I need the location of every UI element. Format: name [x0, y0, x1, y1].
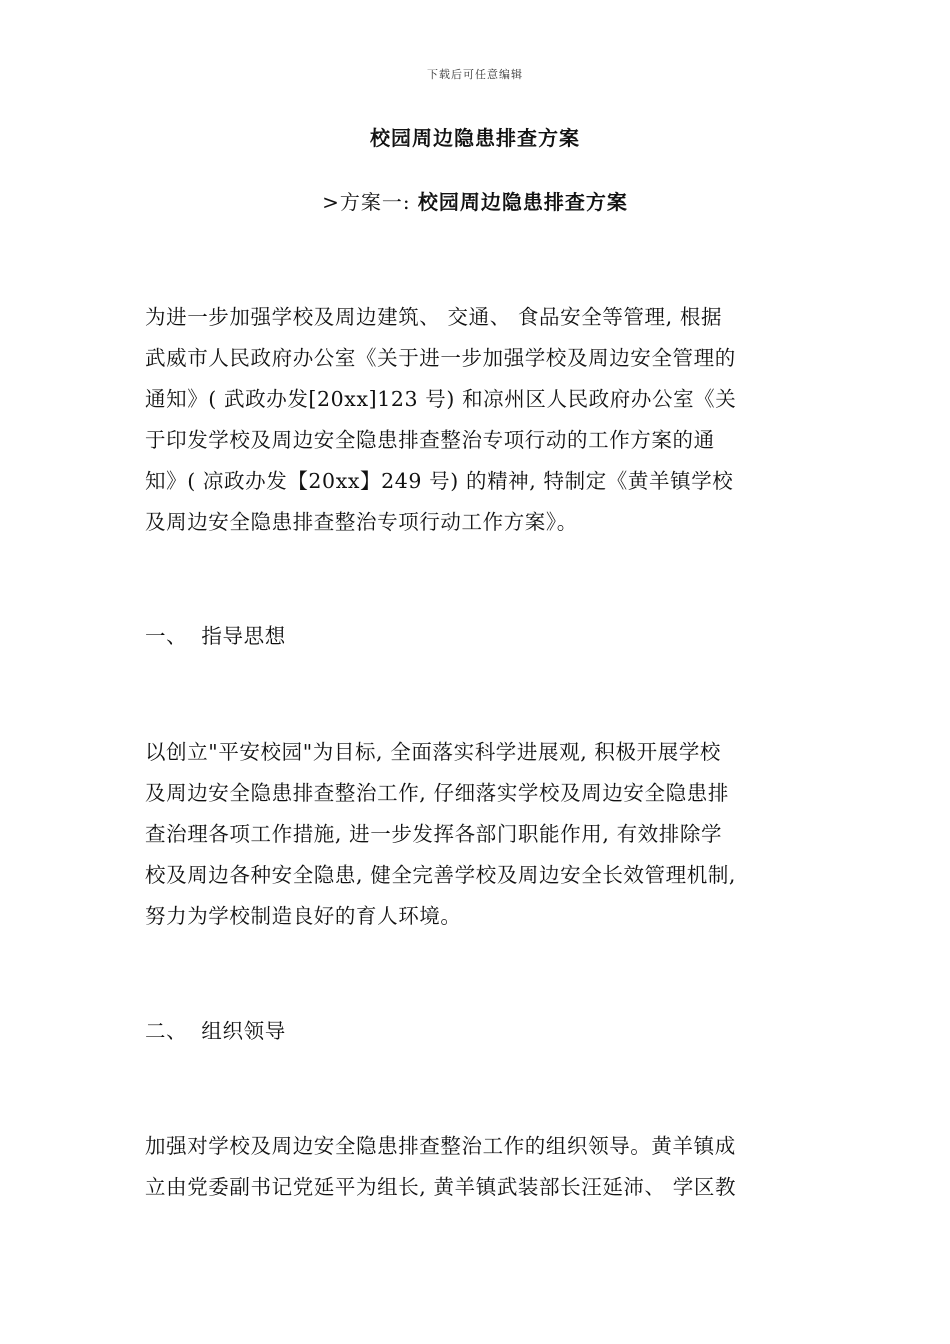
paragraph-line: 加强对学校及周边安全隐患排查整治工作的组织领导。黄羊镇成	[145, 1134, 736, 1158]
paragraph-line: 查治理各项工作措施, 进一步发挥各部门职能作用, 有效排除学	[145, 822, 723, 846]
paragraph-line: 及周边安全隐患排查整治工作, 仔细落实学校及周边安全隐患排	[145, 781, 729, 805]
paragraph-line: 立由党委副书记党延平为组长, 黄羊镇武装部长汪延沛、 学区教	[145, 1175, 737, 1199]
header-note: 下载后可任意编辑	[427, 68, 523, 81]
paragraph-line: 校及周边各种安全隐患, 健全完善学校及周边安全长效管理机制,	[145, 863, 737, 887]
paragraph-line: 以创立"平安校园"为目标, 全面落实科学进展观, 积极开展学校	[145, 740, 722, 764]
section-heading-guiding-ideology: 一、 指导思想	[145, 624, 286, 648]
paragraph-line: 及周边安全隐患排查整治专项行动工作方案》。	[145, 510, 578, 534]
section-heading-organization-leadership: 二、 组织领导	[145, 1019, 286, 1043]
paragraph-line: 通知》( 武政办发[20xx]123 号) 和凉州区人民政府办公室《关	[145, 387, 737, 411]
paragraph-line: 武威市人民政府办公室《关于进一步加强学校及周边安全管理的	[145, 346, 736, 370]
section1-paragraph	[145, 732, 810, 937]
paragraph-line: 于印发学校及周边安全隐患排查整治专项行动的工作方案的通	[145, 428, 715, 452]
subtitle-text: 校园周边隐患排查方案	[417, 190, 628, 214]
paragraph-line: 为进一步加强学校及周边建筑、 交通、 食品安全等管理, 根据	[145, 305, 723, 329]
paragraph-line: 知》( 凉政办发【20xx】249 号) 的精神, 特制定《黄羊镇学校	[145, 469, 734, 493]
document-title: 校园周边隐患排查方案	[370, 126, 580, 150]
document-subtitle	[0, 186, 950, 215]
intro-paragraph	[145, 297, 810, 543]
section2-paragraph	[145, 1126, 810, 1208]
subtitle-prefix: >方案一:	[322, 190, 418, 214]
paragraph-line: 努力为学校制造良好的育人环境。	[145, 904, 462, 928]
